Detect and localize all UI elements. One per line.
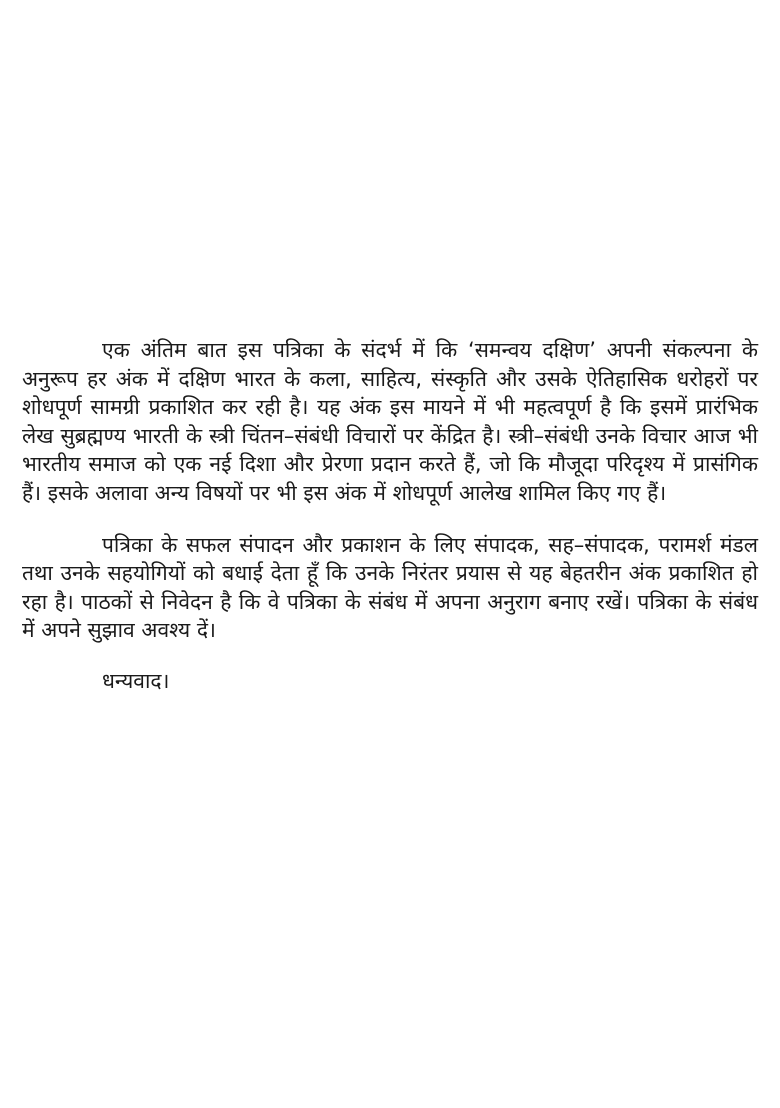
document-body: [22, 336, 758, 696]
closing-thanks: धन्यवाद।: [102, 668, 170, 693]
paragraph-congratulations: पत्रिका के सफल संपादन और प्रकाशन के लिए संपादक, सह–संपादक, परामर्श मंडल तथा उनके सहयोगियों को बधाई देता हूँ कि उनके निरंतर प्रयास से यह बेहतरीन अंक प्रकाशित हो रहा है। पाठकों से निवेदन है कि वे पत्रिका के संबंध में अपना अनुराग बनाए रखें। पत्रिका के संबंध में अपने सुझाव अवश्य दें।: [22, 532, 758, 643]
paragraph-magazine-contents: एक अंतिम बात इस पत्रिका के संदर्भ में कि ‘समन्वय दक्षिण’ अपनी संकल्पना के अनुरूप हर अंक में दक्षिण भारत के कला, साहित्य, संस्कृति और उसके ऐतिहासिक धरोहरों पर शोधपूर्ण सामग्री प्रकाशित कर रही है। यह अंक इस मायने में भी महत्वपूर्ण है कि इसमें प्रारंभिक लेख सुब्रह्मण्य भारती के स्त्री चिंतन–संबंधी विचारों पर केंद्रित है। स्त्री–संबंधी उनके विचार आज भी भारतीय समाज को एक नई दिशा और प्रेरणा प्रदान करते हैं, जो कि मौजूदा परिदृश्य में प्रासंगिक हैं। इसके अलावा अन्य विषयों पर भी इस अंक में शोधपूर्ण आलेख शामिल किए गए हैं।: [22, 338, 758, 505]
